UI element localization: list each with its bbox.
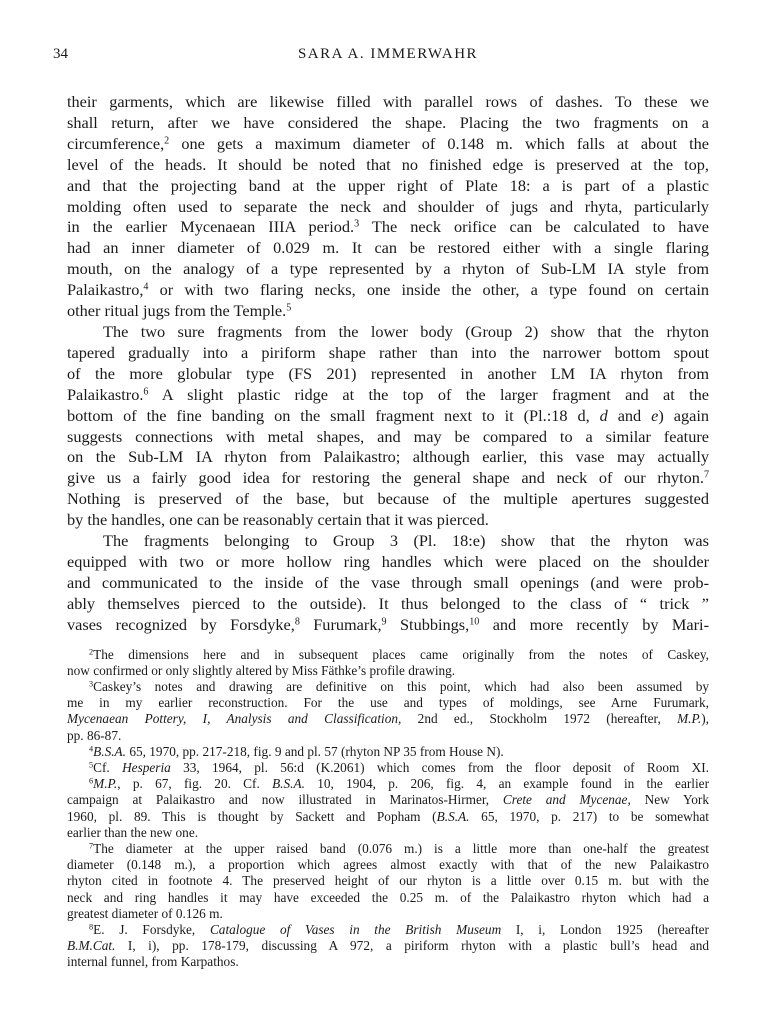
footnote-ref: 8 [89,922,94,932]
page [53,46,710,971]
text-run: 1960, pl. 89. This is thought by Sackett and Popham ( [67,808,437,824]
italic-run: Hesperia [122,759,171,775]
body-line [67,343,709,364]
footnote-line [67,954,709,970]
text-run: E. J. Forsdyke, [93,922,210,938]
footnote-line [67,728,709,744]
text-run: me in my earlier reconstruction. For the use and types of moldings, see Arne Furumark, [67,695,709,711]
text-run: of the more globular type (FS 201) represented in another LM IA rhyton from [67,363,709,383]
running-head: SARA A. IMMERWAHR [297,46,479,62]
body-line [67,259,709,280]
body-line [67,322,709,343]
footnote-ref: 6 [143,386,149,398]
text-run: 10, 1904, p. 206, fig. 4, an example found in the earlier [304,776,710,792]
text-run: mouth, on the analogy of a type represented by a rhyton of Sub-LM IA style from [67,259,709,279]
footnote-ref: 10 [469,616,480,628]
body-line [67,176,709,197]
footnote-line [67,906,709,922]
text-run: rhyton cited in footnote 4. The preserved height of our rhyton is a little over 0.15 m. but with the [67,873,709,889]
text-run: diameter (0.148 m.), a proportion which agrees almost exactly with that of the new Palaikastro [67,857,709,873]
text-run: on the Sub-LM IA rhyton from Palaikastro; although earlier, this vase may actually [67,447,709,467]
footnote-ref: 3 [89,679,94,689]
body-line [67,573,709,594]
text-run: A slight plastic ridge at the top of the larger fragment and at the [148,384,709,404]
text-run: ), [701,711,709,727]
body-line [67,615,709,636]
body-line [67,594,709,615]
body-line [67,364,709,385]
footnote-ref: 5 [286,302,292,314]
body-line [67,468,709,489]
body-line [67,510,709,531]
footnote-ref: 3 [354,218,360,230]
text-run: one gets a maximum diameter of 0.148 m. which falls at about the [169,133,709,153]
body-line [67,447,709,468]
text-run: their garments, which are likewise filled with parallel rows of dashes. To these we [67,92,709,111]
text-run: neck and ring handles it may have exceeded the 0.25 m. of the Palaikastro rhyton which had a [67,889,709,905]
italic-run: d [599,405,608,425]
footnote-ref: 2 [89,647,94,657]
footnote-ref: 4 [143,281,149,293]
page-number: 34 [53,46,68,62]
text-run: level of the heads. It should be noted that no finished edge is preserved at the top, [67,154,709,174]
footnote-line [67,647,709,663]
text-run: ) again [658,405,710,425]
footnote-line [67,938,709,954]
text-run: greatest diameter of 0.126 m. [67,905,223,921]
body-line [67,155,709,176]
text-run: earlier than the new one. [67,824,199,840]
text-run: ably themselves pierced to the outside). It thus belonged to the class of “ trick ” [67,593,709,613]
italic-run: B.S.A. [93,743,126,759]
text-run: had an inner diameter of 0.029 m. It can be restored either with a single flaring [67,238,709,258]
text-run: Palaikastro. [67,384,144,404]
body-line [67,217,709,238]
footnote-ref: 2 [164,135,170,147]
footnote-ref: 8 [294,616,300,628]
text-run: bottom of the fine banding on the small fragment next to it (Pl.:18 d, [67,405,600,425]
text-run: 65, 1970, pp. 217-218, fig. 9 and pl. 57 (rhyton NP 35 from House N). [126,743,504,759]
text-run: 65, 1970, p. 217) to be somewhat [469,808,709,824]
footnote-line [67,873,709,889]
text-run: The dimensions here and in subsequent places came originally from the notes of Caskey, [93,646,709,662]
footnote-ref: 7 [703,469,709,481]
italic-run: Catalogue of Vases in the British Museum [209,922,502,938]
footnote-ref: 5 [89,760,94,770]
footnote-line [67,890,709,906]
body-line [67,385,709,406]
italic-run: B.S.A. [436,808,470,824]
text-run: and communicated to the inside of the vase through small openings (and were prob- [67,572,709,592]
footnote-line [67,809,709,825]
text-run: other ritual jugs from the Temple. [67,301,287,321]
body-line [67,197,709,218]
text-run: or with two flaring necks, one inside the other, a type found on certain [148,280,709,300]
text-run: I, i), pp. 178-179, discussing A 972, a piriform rhyton with a plastic bull’s head and [115,938,709,954]
footnote-line [67,663,709,679]
text-run: circumference, [67,133,165,153]
italic-run: Crete and Mycenae, [502,792,631,808]
footnote-line [67,695,709,711]
footnote-line [67,841,709,857]
body-line [67,406,709,427]
footnote-line [67,922,709,938]
text-run: and [607,405,652,425]
text-run: The diameter at the upper raised band (0.076 m.) is a little more than one-half the greatest [93,841,709,856]
italic-run: M.P. [677,711,702,727]
body-line [67,113,709,134]
text-run: The neck orifice can be calculated to have [359,217,709,237]
body-line [67,238,709,259]
footnote-ref: 9 [381,616,387,628]
text-run: give us a fairly good idea for restoring the general shape and neck of our rhyton. [67,468,704,488]
italic-run: B.S.A. [272,776,305,792]
page-header [53,46,709,72]
footnote-line [67,711,709,727]
body-line [67,301,709,322]
text-run: vases recognized by Forsdyke, [67,614,295,634]
footnote-ref: 6 [89,776,94,786]
text-run: , p. 67, fig. 20. Cf. [117,776,273,792]
text-run: in the earlier Mycenaean IIIA period. [67,217,355,237]
text-run: pp. 86-87. [67,727,122,743]
text-run: campaign at Palaikastro and now illustrated in Marinatos-Hirmer, [67,792,503,808]
footnote-line [67,679,709,695]
footnote-line [67,857,709,873]
italic-run: M.P. [93,776,118,792]
body-line [67,280,709,301]
text-run: and more recently by Mari- [479,614,709,634]
body-line [67,427,709,448]
text-run: The two sure fragments from the lower body (Group 2) show that the rhyton [103,321,709,341]
text-run: equipped with two or more hollow ring handles which were placed on the shoulder [67,551,709,571]
footnote-ref: 4 [89,744,94,754]
text-run: New York [630,792,710,808]
footnote-line [67,825,709,841]
text-run: Palaikastro, [67,280,144,300]
text-run: tapered gradually into a piriform shape rather than into the narrower bottom spout [67,342,709,362]
text-run: and that the projecting band at the upper right of Plate 18: a is part of a plastic [67,175,709,195]
body-line [67,531,709,552]
italic-run: B.M.Cat. [67,938,116,954]
text-run: by the handles, one can be reasonably certain that it was pierced. [67,510,489,530]
text-run: 2nd ed., Stockholm 1972 (hereafter, [401,711,678,727]
italic-run: Mycenaean Pottery, I, Analysis and Classification, [67,711,402,727]
text-run: 33, 1964, pl. 56:d (K.2061) which comes from the floor deposit of Room XI. [170,759,710,775]
footnote-line [67,744,709,760]
italic-run: e [651,405,659,425]
footnote-line [67,776,709,792]
footnotes [67,647,709,971]
text-run: The fragments belonging to Group 3 (Pl. 18:e) show that the rhyton was [103,531,709,551]
body-text [67,92,709,636]
body-line [67,134,709,155]
body-line [67,552,709,573]
text-run: I, i, London 1925 (hereafter [501,922,709,938]
text-run: Stubbings, [386,614,470,634]
text-run: Nothing is preserved of the base, but because of the multiple apertures suggested [67,489,709,509]
body-line [67,489,709,510]
text-run: internal funnel, from Karpathos. [67,954,239,970]
text-run: now confirmed or only slightly altered by Miss Fäthke’s profile drawing. [67,662,456,678]
footnote-ref: 7 [89,841,94,851]
text-run: Cf. [93,759,123,775]
text-run: suggests connections with metal shapes, and may be compared to a similar feature [67,426,709,446]
text-run: Furumark, [299,614,382,634]
text-run: shall return, after we have considered the shape. Placing the two fragments on a [67,112,709,132]
text-run: Caskey’s notes and drawing are definitive on this point, which had also been assumed by [93,678,709,694]
text-run: molding often used to separate the neck and shoulder of jugs and rhyta, particularly [67,196,709,216]
body-line [67,92,709,113]
footnote-line [67,792,709,808]
footnote-line [67,760,709,776]
